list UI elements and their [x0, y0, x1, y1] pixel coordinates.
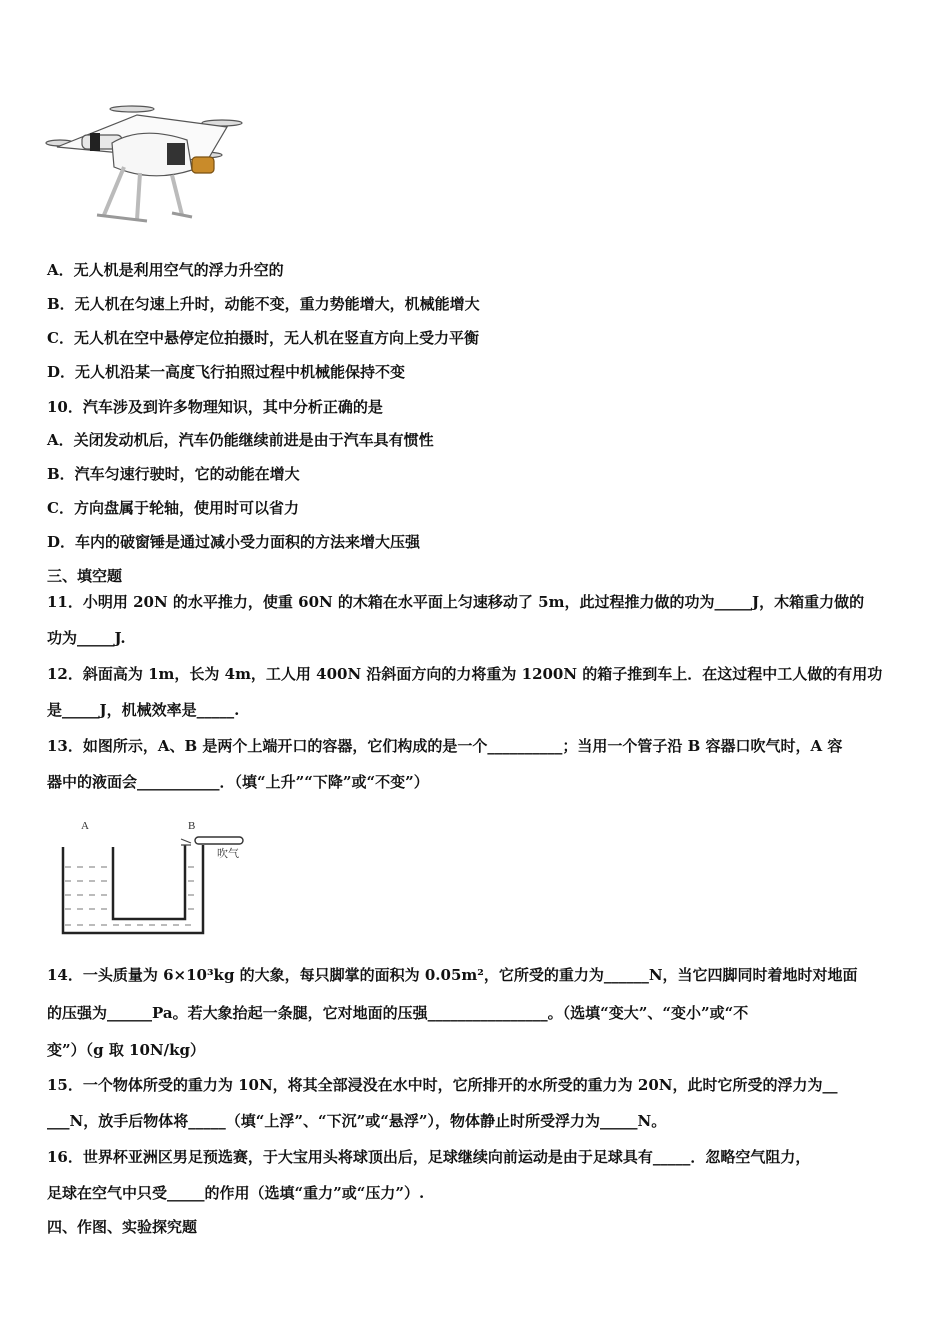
- q9-option-c: C．无人机在空中悬停定位拍摄时，无人机在竖直方向上受力平衡: [47, 329, 479, 347]
- q14-line-1: 14．一头质量为 6×10³kg 的大象，每只脚掌的面积为 0.05m²，它所受的重力为______N，当它四脚同时着地时对地面: [47, 966, 858, 984]
- section-3-title: 三、填空题: [47, 567, 123, 585]
- q9-option-b: B．无人机在匀速上升时，动能不变，重力势能增大，机械能增大: [47, 295, 480, 313]
- blow-tube: [195, 837, 243, 844]
- q12-line-1: 12．斜面高为 1m，长为 4m，工人用 400N 沿斜面方向的力将重为 1200N 的箱子推到车上．在这过程中工人做的有用功: [47, 665, 883, 683]
- q9-option-a: A．无人机是利用空气的浮力升空的: [47, 261, 284, 279]
- q10-stem: 10．汽车涉及到许多物理知识，其中分析正确的是: [47, 398, 383, 416]
- q16-line-1: 16．世界杯亚洲区男足预选赛，于大宝用头将球顶出后，足球继续向前运动是由于足球具有_____．忽略空气阻力，: [47, 1148, 811, 1166]
- q14-line-2: 的压强为______Pa。若大象抬起一条腿，它对地面的压强________________。（选填“变大”、“变小”或“不: [47, 1004, 749, 1022]
- q15-line-1: 15．一个物体所受的重力为 10N，将其全部浸没在水中时，它所排开的水所受的重力为 20N，此时它所受的浮力为__: [47, 1076, 838, 1094]
- water-lines: [65, 867, 199, 925]
- q11-line-1: 11．小明用 20N 的水平推力，使重 60N 的木箱在水平面上匀速移动了 5m，此过程推力做的功为_____J，木箱重力做的: [47, 593, 865, 611]
- figure-label-b: B: [188, 820, 196, 832]
- q16-line-2: 足球在空气中只受_____的作用（选填“重力”或“压力”）.: [47, 1184, 425, 1202]
- q10-option-d: D．车内的破窗锤是通过减小受力面积的方法来增大压强: [47, 533, 421, 551]
- q9-option-d: D．无人机沿某一高度飞行拍照过程中机械能保持不变: [47, 363, 406, 381]
- section-4-title: 四、作图、实验探究题: [47, 1218, 198, 1236]
- q15-line-2: ___N，放手后物体将_____（填“上浮”、“下沉”或“悬浮”），物体静止时所受浮力为_____N。: [47, 1112, 667, 1130]
- q13-line-1: 13．如图所示，A、B 是两个上端开口的容器，它们构成的是一个__________；当用一个管子沿 B 容器口吹气时，A 容: [47, 737, 843, 755]
- q13-line-2: 器中的液面会___________．（填“上升”“下降”或“不变”）: [47, 773, 429, 791]
- drone-figure: [42, 95, 252, 225]
- q10-option-a: A．关闭发动机后，汽车仍能继续前进是由于汽车具有惯性: [47, 431, 434, 449]
- connected-vessels-figure: [55, 815, 265, 945]
- figure-label-a: A: [81, 820, 89, 832]
- figure-label-blow: 吹气: [217, 848, 239, 860]
- vessel-outline: [63, 845, 203, 933]
- q14-line-3: 变”）（g 取 10N/kg）: [47, 1041, 206, 1059]
- q11-line-2: 功为_____J.: [47, 629, 126, 647]
- q10-option-c: C．方向盘属于轮轴，使用时可以省力: [47, 499, 299, 517]
- q12-line-2: 是_____J，机械效率是_____.: [47, 701, 240, 719]
- q10-option-b: B．汽车匀速行驶时，它的动能在增大: [47, 465, 300, 483]
